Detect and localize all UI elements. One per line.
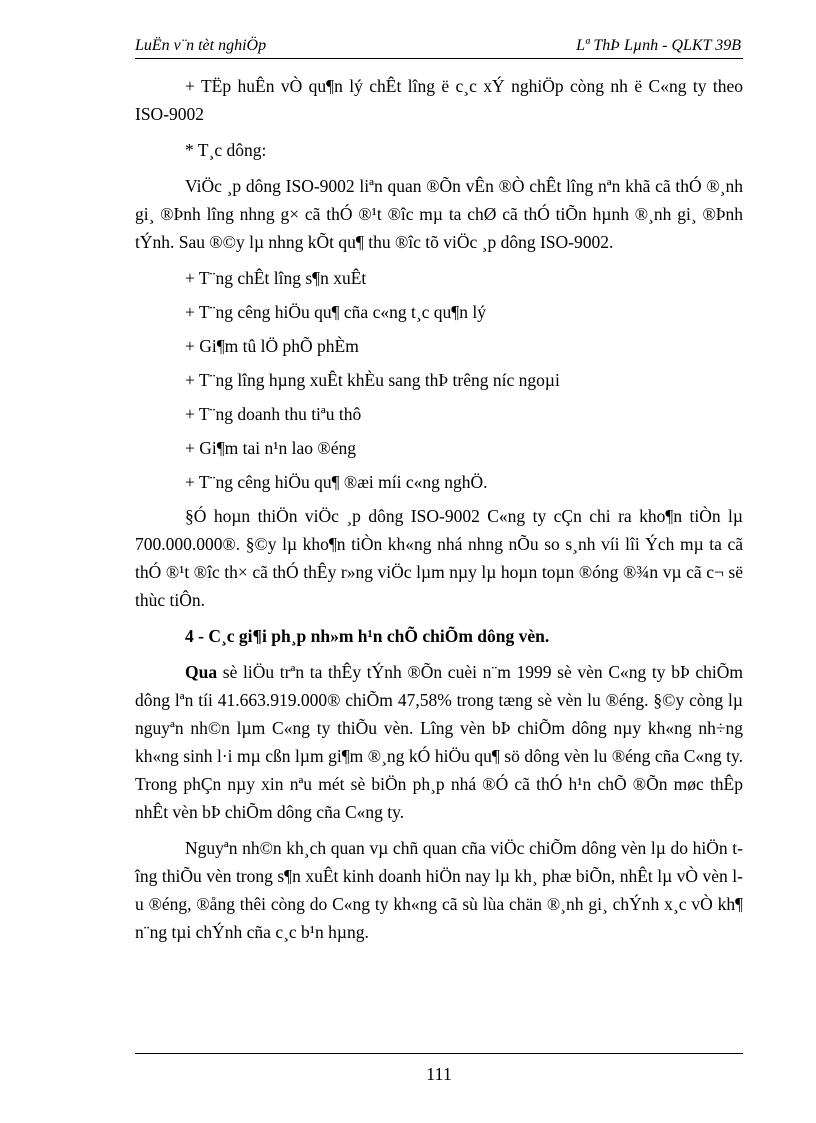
- footer-divider: [135, 1053, 743, 1054]
- paragraph-text: sè liÖu trªn ta thÊy tÝnh ®Õn cuèi n¨m 1999 sè vèn C«ng ty bÞ chiÕm dông lªn tíi 41.663.919.000® chiÕm 47,58% trong tæng sè vèn lu ®éng. §©y còng lµ nguyªn nh©n lµm C«ng ty thiÕu vèn. Lîng vèn bÞ chiÕm dông nµy kh«ng nh÷ng kh«ng sinh l·i mµ cßn lµm gi¶m ®¸ng kÓ hiÖu qu¶ sö dông vèn lu ®éng cña C«ng ty. Trong phÇn nµy xin nªu mét sè biÖn ph¸p nhá ®Ó cã thÓ h¹n chÕ ®Õn møc thÊp nhÊt vèn bÞ chiÕm dông cña C«ng ty.: [135, 662, 743, 822]
- paragraph-cost: §Ó hoµn thiÖn viÖc ¸p dông ISO-9002 C«ng ty cÇn chi ra kho¶n tiÒn lµ 700.000.000®. §©y lµ kho¶n tiÒn kh«ng nhá nhng nÕu so s¸nh víi lîi Ých mµ ta cã thÓ ®¹t ®îc th× cã thÓ thÊy r»ng viÖc lµm nµy lµ hoµn toµn ®óng ®¾n vµ cã c¬ së thùc tiÔn.: [135, 506, 743, 610]
- list-item: + T¨ng lîng hµng xuÊt khÈu sang thÞ trêng níc ngoµi: [185, 370, 560, 390]
- page-body: [135, 72, 743, 954]
- page-number: 111: [426, 1064, 452, 1084]
- paragraph-training: + TËp huÊn vÒ qu¶n lý chÊt lîng ë c¸c xÝ nghiÖp còng nh ë C«ng ty theo ISO-9002: [135, 76, 743, 124]
- list-item: + T¨ng chÊt lîng s¶n xuÊt: [185, 268, 367, 288]
- list-item: + Gi¶m tû lÖ phÕ phÈm: [185, 336, 359, 356]
- page-header: [135, 34, 743, 59]
- paragraph-capital-data: [135, 658, 743, 826]
- paragraph-iso-intro: ViÖc ¸p dông ISO-9002 liªn quan ®Õn vÊn ®Ò chÊt lîng nªn khã cã thÓ ®¸nh gi¸ ®Þnh lîng nhng g× cã thÓ ®¹t ®îc mµ ta chØ cã thÓ tiÕn hµnh ®¸nh gi¸ ®Þnh tÝnh. Sau ®©y lµ nhng kÕt qu¶ thu ®îc tõ viÖc ¸p dông ISO-9002.: [135, 176, 743, 252]
- list-item: + T¨ng doanh thu tiªu thô: [185, 404, 362, 424]
- list-item: + T¨ng cêng hiÖu qu¶ ®æi míi c«ng nghÖ.: [185, 472, 488, 492]
- header-author: Lª ThÞ Lµnh - QLKT 39B: [576, 37, 741, 54]
- header-thesis-title: LuËn v¨n tèt nghiÖp: [135, 37, 267, 54]
- list-item: + T¨ng cêng hiÖu qu¶ cña c«ng t¸c qu¶n lý: [185, 302, 486, 322]
- list-item: + Gi¶m tai n¹n lao ®éng: [185, 438, 356, 458]
- section-heading: 4 - C¸c gi¶i ph¸p nh»m h¹n chÕ chiÕm dông vèn.: [185, 626, 550, 646]
- paragraph-causes: Nguyªn nh©n kh¸ch quan vµ chñ quan cña viÖc chiÕm dông vèn lµ do hiÖn tîng thiÕu vèn trong s¶n xuÊt kinh doanh hiÖn nay lµ kh¸ phæ biÕn, nhÊt lµ vÒ vèn lu ®éng, ®ång thêi còng do C«ng ty kh«ng cã sù lùa chän ®¸nh gi¸ chÝnh x¸c vÒ kh¶ n¨ng tµi chÝnh cña c¸c b¹n hµng.: [135, 838, 743, 942]
- paragraph-effects-label: * T¸c dông:: [185, 140, 267, 160]
- lead-word: Qua: [185, 662, 218, 682]
